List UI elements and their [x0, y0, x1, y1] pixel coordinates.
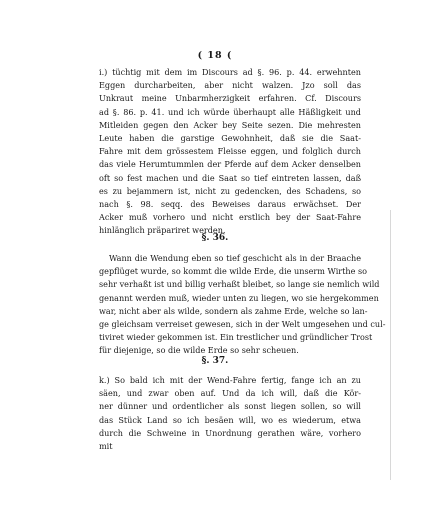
text-line: tiviret wieder gekommen ist. Ein trestlicher und gründlicher Trost: [99, 332, 373, 343]
text-line: säen, und zwar oben auf. Und da ich will, daß die Kör-: [99, 388, 361, 399]
text-line: oft so fest machen und die Saat so tief eintreten lassen, daß: [99, 172, 361, 183]
text-line: war, nicht aber als wilde, sondern als zahme Erde, welche so lan-: [99, 305, 368, 316]
text-line: durch die Schweine in Unordnung gerathen wäre, vorhero: [99, 427, 361, 438]
paragraph-37: [99, 374, 361, 453]
text-line: für diejenige, so die wilde Erde so sehr scheuen.: [99, 345, 299, 356]
text-line: das viele Herumtummlen der Pferde auf dem Acker denselben: [99, 159, 361, 170]
text-line: mit: [99, 441, 113, 452]
text-line: nach §. 98. seqq. des Beweises daraus erwächset. Der: [99, 199, 361, 210]
text-line: Eggen durcharbeiten, aber nicht walzen. Jzo soll das: [99, 80, 361, 91]
text-line: Fahre mit dem grössestem Fleisse eggen, und folglich durch: [99, 146, 361, 157]
text-line: ner dünner und ordentlicher als sonst liegen sollen, so will: [99, 401, 361, 412]
paragraph-i: [99, 66, 361, 238]
text-line: ad §. 86. p. 41. und ich würde überhaupt alle Häßligkeit und: [99, 106, 361, 117]
text-line: Mitleiden gegen den Acker bey Seite sezen. Die mehresten: [99, 119, 361, 130]
text-line: es zu bejammern ist, nicht zu gedencken, des Schadens, so: [99, 185, 361, 196]
text-line: genannt werden muß, wieder unten zu liegen, wo sie hergekommen: [99, 292, 379, 303]
text-line: Unkraut meine Unbarmherzigkeit erfahren. Cf. Discours: [99, 93, 361, 104]
section-heading-37: §. 37.: [201, 356, 229, 366]
text-line: das Stück Land so ich besäen will, wo es wiederum, etwa: [99, 414, 361, 425]
text-line: i.) tüchtig mit dem im Discours ad §. 96. p. 44. erwehnten: [99, 67, 361, 77]
text-line: gepflüget wurde, so kommt die wilde Erde, die unserm Wirthe so: [99, 266, 368, 277]
page-number-header: ( 18 (: [197, 50, 233, 61]
text-line: hinlänglich präpariret werden.: [99, 225, 226, 236]
text-line: Wann die Wendung eben so tief geschicht als in der Braache: [109, 253, 361, 263]
text-line: Leute haben die garstige Gewohnheit, daß sie die Saat-: [99, 133, 361, 144]
paragraph-36: [99, 252, 386, 358]
section-heading-36: §. 36.: [201, 233, 229, 243]
text-line: Acker muß vorhero und nicht erstlich bey der Saat-Fahre: [99, 212, 361, 223]
text-line: k.) So bald ich mit der Wend-Fahre fertig, fange ich an zu: [99, 375, 361, 385]
page-edge-shadow: [390, 210, 391, 480]
text-line: sehr verhaßt ist und billig verhaßt bleibet, so lange sie nemlich wild: [99, 279, 380, 290]
text-line: ge gleichsam verreiset gewesen, sich in der Welt umgesehen und cul-: [99, 319, 386, 330]
